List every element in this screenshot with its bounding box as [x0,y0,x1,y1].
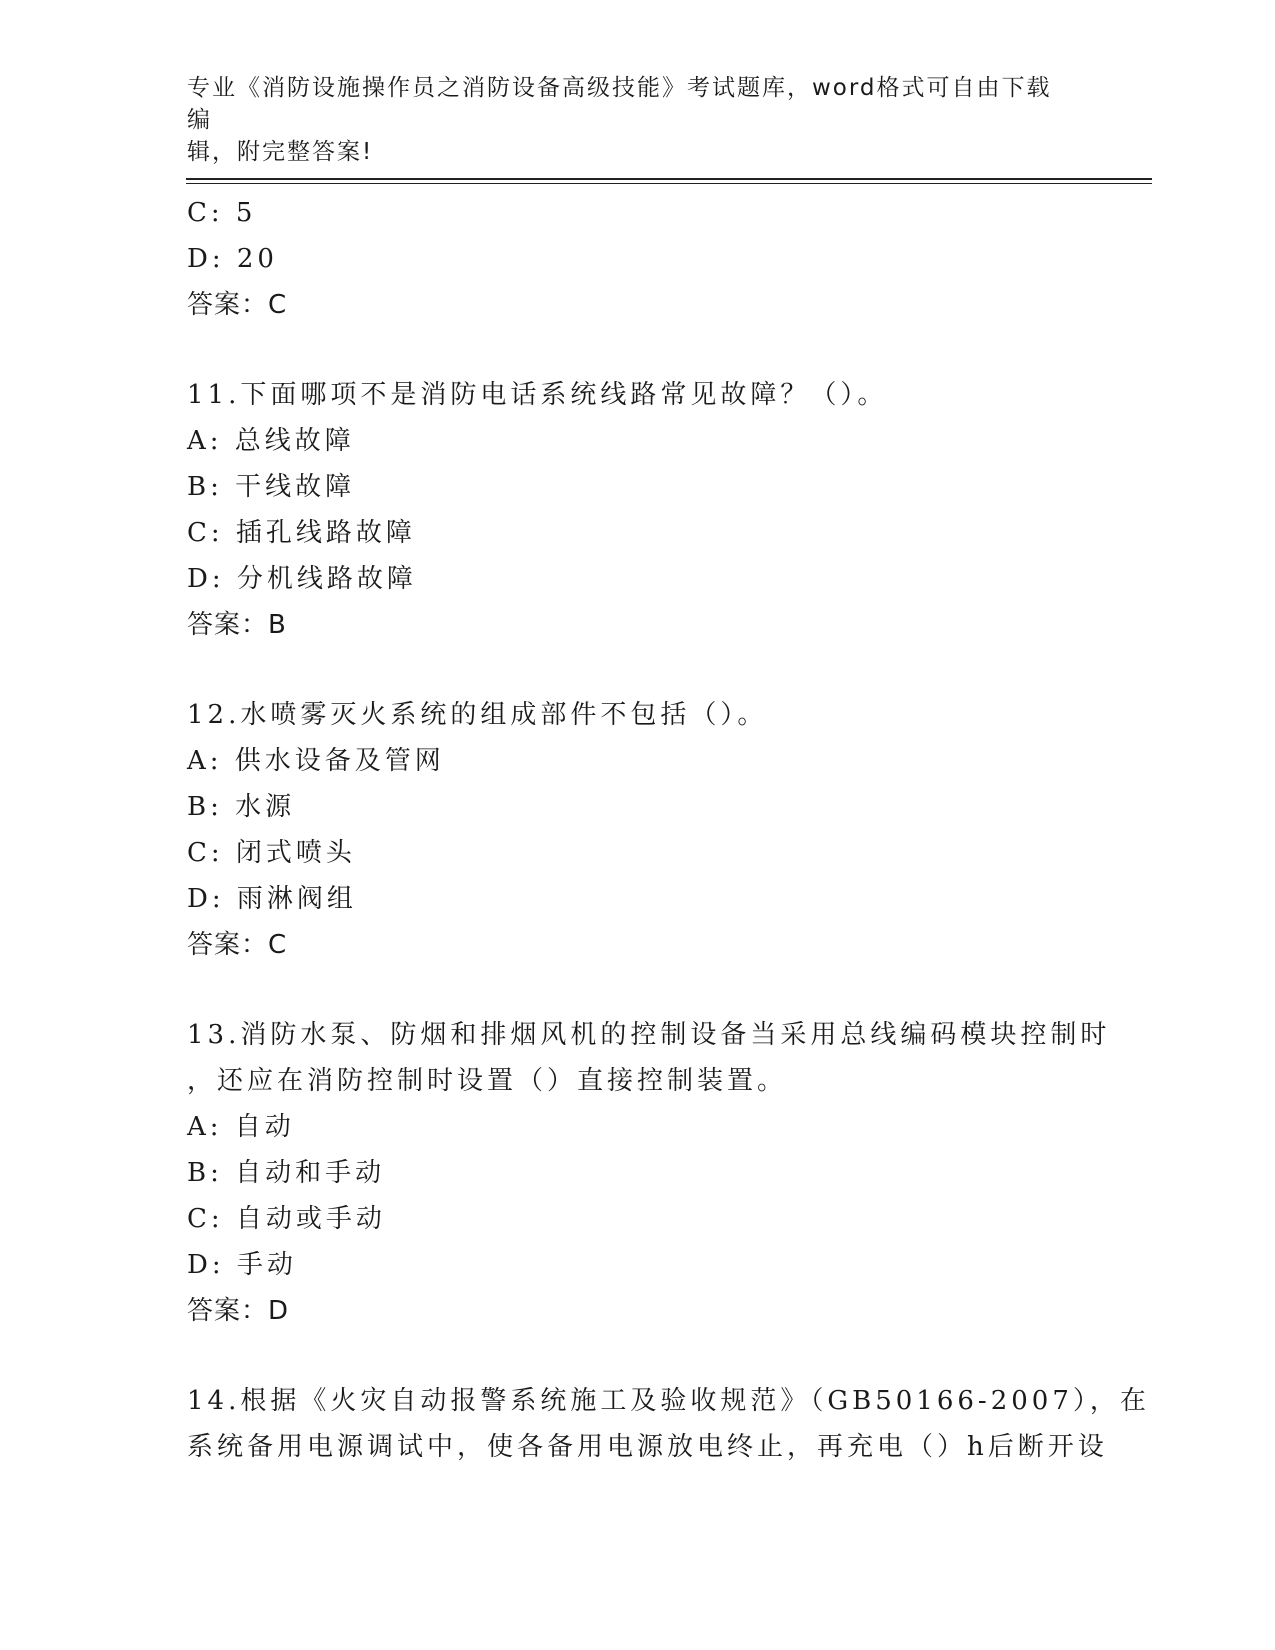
option-a: A: 自动 [187,1112,295,1142]
option-b: B: 自动和手动 [187,1158,386,1188]
option-a: A: 总线故障 [187,426,355,456]
answer: 答案：D [187,1296,290,1326]
option-c: C: 5 [187,198,257,228]
option-d: D: 20 [187,244,278,274]
question-text: 11.下面哪项不是消防电话系统线路常见故障？（）。 [187,380,888,410]
answer: 答案：C [187,290,288,320]
header-line-1: 专业《消防设施操作员之消防设备高级技能》考试题库，word格式可自由下载编 [187,75,1052,133]
page-header [187,72,1067,168]
prev-question [187,190,1087,328]
header-divider-thin [186,183,1152,184]
answer: 答案：B [187,610,287,640]
question-13 [187,1012,1111,1334]
question-text-line-1: 13.消防水泵、防烟和排烟风机的控制设备当采用总线编码模块控制时 [187,1020,1111,1050]
question-14 [187,1378,1150,1470]
option-b: B: 干线故障 [187,472,356,502]
option-c: C: 闭式喷头 [187,838,356,868]
option-a: A: 供水设备及管网 [187,746,445,776]
option-c: C: 插孔线路故障 [187,518,416,548]
question-list [187,190,1150,1470]
option-d: D: 手动 [187,1250,297,1280]
question-text-line-1: 14.根据《火灾自动报警系统施工及验收规范》（GB50166-2007），在 [187,1386,1150,1416]
question-text-line-2: 系统备用电源调试中，使各备用电源放电终止，再充电（）h后断开设 [187,1432,1108,1462]
option-d: D: 雨淋阀组 [187,884,357,914]
option-c: C: 自动或手动 [187,1204,386,1234]
option-d: D: 分机线路故障 [187,564,417,594]
header-line-2: 辑，附完整答案! [187,139,374,165]
question-text: 12.水喷雾灭火系统的组成部件不包括（）。 [187,700,768,730]
header-divider-thick [186,178,1152,180]
question-12 [187,692,1087,968]
question-11 [187,372,1087,648]
question-text-line-2: ，还应在消防控制时设置（）直接控制装置。 [187,1066,788,1096]
option-b: B: 水源 [187,792,296,822]
answer: 答案：C [187,930,288,960]
